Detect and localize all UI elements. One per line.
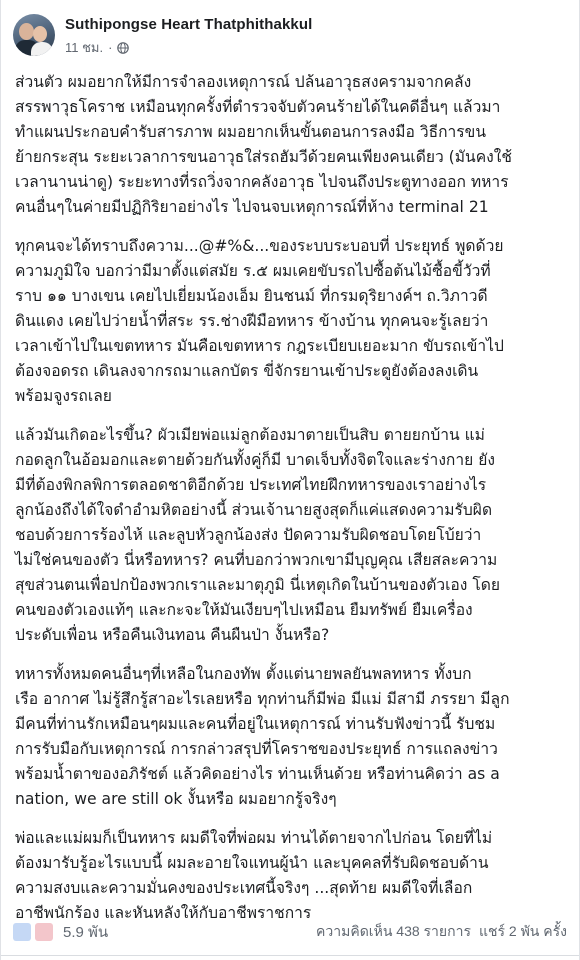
paragraph-3	[15, 423, 571, 648]
text-line: พร้อมจูงรถเลย	[15, 387, 112, 405]
text-line: ย้ายกระสุน ระยะเวลาการขนอาวุธใส่รถฮัมวีด้วยคนเพียงคนเดียว (มันคงใช้	[15, 148, 512, 166]
text-line: กอดลูกในอ้อมอกและตายด้วยกันทั้งคู่ก็มี บาดเจ็บทั้งจิตใจและร่างกาย ยัง	[15, 451, 495, 469]
paragraph-4	[15, 662, 571, 812]
text-line: คนอื่นๆในค่ายมีปฏิกิริยาอย่างไร ไปจนจบเหตุการณ์ที่ห้าง terminal 21	[15, 198, 489, 216]
text-line: เรือ อากาศ ไม่รู้สึกรู้สาอะไรเลยหรือ ทุกท่านก็มีพ่อ มีแม่ มีสามี ภรรยา มีลูก	[15, 690, 510, 708]
text-line: เวลาเข้าไปในเขตทหาร มันคือเขตทหาร กฎระเบียบเยอะมาก ขับรถเข้าไป	[15, 337, 504, 355]
text-line: ทุกคนจะได้ทราบถึงความ...@#%&...ของระบบระบอบที่ ประยุทธ์ พูดด้วย	[15, 237, 504, 255]
text-line: ลูกน้องถึงได้ใจดำอำมหิตอย่างนี้ ส่วนเจ้านายสูงสุดก็แค่แสดงความรับผิด	[15, 501, 493, 519]
post-meta	[65, 16, 312, 56]
paragraph-5	[15, 826, 571, 926]
post-header	[13, 14, 312, 64]
text-line: คนของตัวเองแท้ๆ และกะจะให้มันเงียบๆไปเหมือน ยืมทรัพย์ ยืมเครื่อง	[15, 601, 473, 619]
text-line: ประดับเพื่อน หรือคืนเงินทอน คืนผืนป่า งั้นหรือ?	[15, 626, 330, 644]
post-stats	[316, 921, 567, 943]
text-line: ความภูมิใจ บอกว่ามีมาตั้งแต่สมัย ร.๕ ผมเคยขับรถไปซื้อต้นไม้ซื้อขี้วัวที่	[15, 262, 491, 280]
text-line: แล้วมันเกิดอะไรขึ้น? ผัวเมียพ่อแม่ลูกต้องมาตายเป็นสิบ ตายยกบ้าน แม่	[15, 426, 485, 444]
reactions-summary[interactable]	[13, 920, 108, 944]
text-line: nation, we are still ok งั้นหรือ ผมอยากรู้จริงๆ	[15, 790, 337, 808]
footer-divider	[1, 955, 579, 956]
text-line: อาชีพนักร้อง และหันหลังให้กับอาชีพราชการ	[15, 904, 312, 922]
text-line: ทำแผนประกอบคำรับสารภาพ ผมอยากเห็นขั้นตอนการลงมือ วิธีการขน	[15, 123, 486, 141]
text-line: ไม่ใช่คนของตัว นี่หรือทหาร? คนที่บอกว่าพวกเขามีบุญคุณ เสียสละความ	[15, 551, 498, 569]
author-name[interactable]: Suthipongse Heart Thatphithakkul	[65, 16, 313, 33]
text-line: เวลานานน่าดู) ระยะทางที่รถวิ่งจากคลังอาวุธ ไปจนถึงประตูทางออก ทหาร	[15, 173, 509, 191]
text-line: มีที่ต้องพิกลพิการตลอดชาติอีกด้วย ประเทศไทยฝึกทหารของเราอย่างไร	[15, 476, 487, 494]
like-reaction-icon	[13, 923, 31, 941]
text-line: สุขส่วนตนเพื่อปกป้องพวกเราและมาตุภูมิ นี่เหตุเกิดในบ้านของตัวเอง โดย	[15, 576, 500, 594]
love-reaction-icon	[35, 923, 53, 941]
paragraph-1	[15, 70, 571, 220]
post-body	[15, 70, 571, 940]
text-line: ดินแดง เคยไปว่ายน้ำที่สระ รร.ช่างฝีมือทหาร ข้างบ้าน ทุกคนจะรู้เลยว่า	[15, 312, 489, 330]
paragraph-2	[15, 234, 571, 409]
text-line: พ่อและแม่ผมก็เป็นทหาร ผมดีใจที่พ่อผม ท่านได้ตายจากไปก่อน โดยที่ไม่	[15, 829, 493, 847]
shares-count-link[interactable]: แชร์ 2 พัน ครั้ง	[478, 923, 567, 939]
reaction-count: 5.9 พัน	[63, 924, 109, 941]
text-line: ส่วนตัว ผมอยากให้มีการจำลองเหตุการณ์ ปล้นอาวุธสงครามจากคลัง	[15, 73, 472, 91]
post-timestamp[interactable]: 11 ชม.	[65, 40, 104, 55]
post-subline	[65, 40, 312, 56]
text-line: ชอบด้วยการร้องไห้ และลูบหัวลูกน้องส่ง ปัดความรับผิดชอบโดยโบ้ยว่า	[15, 526, 482, 544]
comments-count-link[interactable]: ความคิดเห็น 438 รายการ	[316, 923, 471, 939]
text-line: ทหารทั้งหมดคนอื่นๆที่เหลือในกองทัพ ตั้งแต่นายพลยันพลทหาร ทั้งบก	[15, 665, 472, 683]
text-line: มีคนที่ท่านรักเหมือนๆผมและคนที่อยู่ในเหตุการณ์ ท่านรับฟังข่าวนี้ รับชม	[15, 715, 496, 733]
avatar[interactable]	[13, 14, 55, 56]
text-line: สรรพาวุธโคราช เหมือนทุกครั้งที่ตำรวจจับตัวคนร้ายได้ในคดีอื่นๆ แล้วมา	[15, 98, 501, 116]
text-line: ต้องมารับรู้อะไรแบบนี้ ผมละอายใจแทนผู้นำ และบุคคลที่รับผิดชอบด้าน	[15, 854, 489, 872]
post-footer	[1, 914, 579, 950]
text-line: การรับมือกับเหตุการณ์ การกล่าวสรุปที่โคราชของประยุทธ์ การแถลงข่าว	[15, 740, 498, 758]
text-line: ต้องจอดรถ เดินลงจากรถมาแลกบัตร ขี่จักรยานเข้าประตูยังต้องลงเดิน	[15, 362, 479, 380]
text-line: พร้อมน้ำตาของอภิรัชต์ แล้วคิดอย่างไร ท่านเห็นด้วย หรือท่านคิดว่า as a	[15, 765, 500, 783]
text-line: ความสงบและความมั่นคงของประเทศนี้จริงๆ ...สุดท้าย ผมดีใจที่เลือก	[15, 879, 473, 897]
text-line: ราบ ๑๑ บางเขน เคยไปเยี่ยมน้องเอ็ม ยินชนม์ ที่กรมดุริยางค์ฯ ถ.วิภาวดี	[15, 287, 488, 305]
globe-icon[interactable]	[117, 42, 129, 54]
separator-dot: ·	[108, 40, 113, 55]
